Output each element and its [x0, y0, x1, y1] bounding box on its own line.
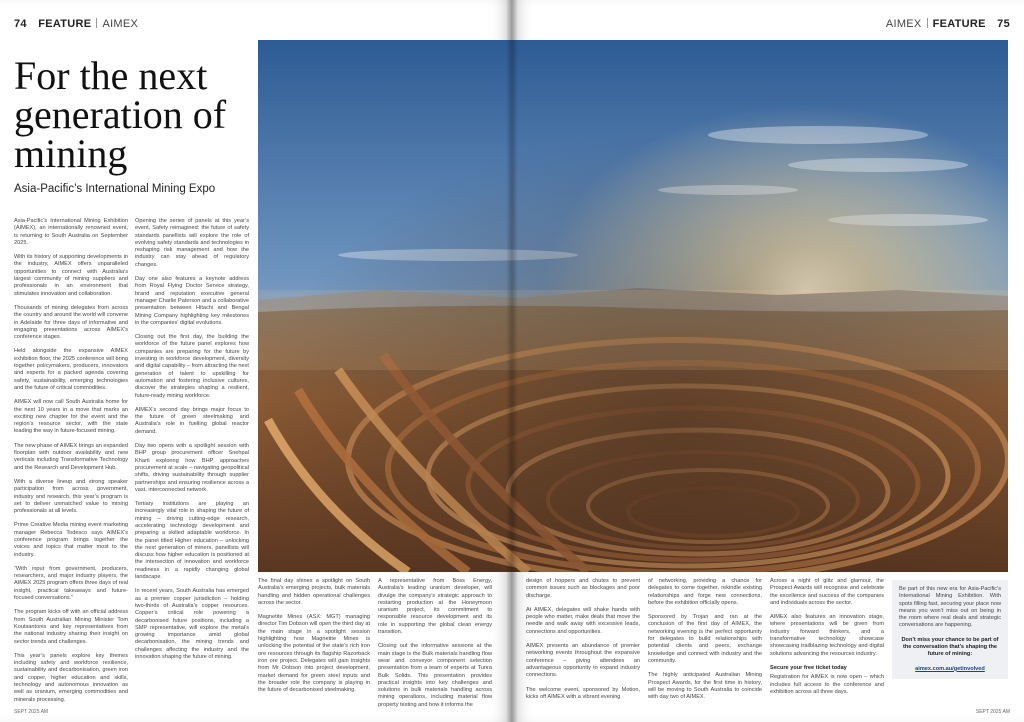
registration-link[interactable]: aimex.com.au/getinvolved [915, 665, 985, 672]
paragraph: Registration for AIMEX is now open – which includes full access to the conference and exhibition across all three days. [770, 674, 884, 695]
paragraph: The program kicks off with an official address from South Australian Mining Minister Tom Koutsantonis and key representatives from the national industry sharing their insight on sector trends and challenges. [14, 609, 128, 645]
paragraph: Magnetite Mines (ASX: MGT) managing director Tim Dobson will open the third day at the main stage in a spotlight session highlighting how Magnetite Mines is unlocking the potential of the state’s rich iron ore resources through its flagship Razorback iron ore project. Delegates will gain insights from Mr Dobson into project development, market demand for green steel inputs and the broader role the company is playing in the future of decarbonised steelmaking. [258, 614, 370, 694]
section-label-right: FEATURE [932, 18, 986, 30]
cta-text: Don’t miss your chance to be part of the conversation that’s shaping the future of mining: [901, 636, 999, 658]
paragraph: AIMEX’s second day brings major focus to the future of green steelmaking and Australia’s role in fuelling global reactor demand. [135, 406, 249, 435]
text-column-4 [378, 578, 492, 716]
ticket-heading: Secure your free ticket today [770, 664, 847, 671]
text-column-8 [892, 578, 1008, 679]
paragraph: Held alongside the expansive AIMEX exhibition floor, the 2025 conference will bring together policymakers, producers, innovators and experts for a packed agenda covering safety, sustainability, emerging technologies and the future of critical commodities. [14, 348, 128, 391]
text-column-3 [258, 578, 370, 701]
paragraph: Thousands of mining delegates from across the country and around the world will convene in Adelaide for three days of informative and engaging presentations across AIMEX’s conference stages. [14, 304, 128, 341]
paragraph: Opening the series of panels at this year’s event, Safety reimagined: the future of safety standards panellists will explore the role of evolving safety standards and technologies in reshaping risk management and how the industry can stay ahead of regulatory changes. [135, 218, 249, 268]
brand-label-left: AIMEX [102, 18, 139, 30]
page-gutter [506, 0, 518, 722]
paragraph: A representative from Boss Energy, Australia’s leading uranium developer, will divulge the company’s strategic approach to restarting production at the Honeymoon uranium project, its commitment to responsible resource development and its role in supporting the global clean energy transition. [378, 578, 492, 636]
paragraph: In recent years, South Australia has emerged as a premier copper jurisdiction – holding two-thirds of Australia’s copper resources. Copper’s critical role powering a decarbonised future positions, including a SMP representative, will explore the metal’s growing importance amid global decarbonisation, the mining trends and challenges affecting the industry and the innovation shaping the future of mining. [135, 588, 249, 661]
paragraph: “With input from government, producers, researchers, and major industry players, the AIMEX 2025 program offers three days of real insight, practical takeaways and future-focused conversations.” [14, 565, 129, 602]
paragraph: AIMEX presents an abundance of premier networking events throughout the expansive conference – giving attendees an advantageous opportunity to expand industry connections. [526, 643, 640, 679]
paragraph: Be part of this new era for Asia-Pacific’s International Mining Exhibition. With spots filling fast, securing your place now means you won’t miss out on being in the room where real deals and strategic conversations are happening. [899, 586, 1001, 629]
paragraph: Across a night of glitz and glamour, the Prospect Awards will recognise and celebrate the excellence and success of the companies and individuals across the sector. [770, 578, 884, 606]
paragraph: design of hoppers and chutes to prevent common issues such as blockages and poor discharge. [526, 578, 640, 599]
text-column-2 [135, 218, 249, 668]
paragraph: Tertiary institutions are playing an increasingly vital role in shaping the future of mining – driving cutting-edge research, accelerating technology development and preparing a skilled adaptable workforce. In the panel titled Higher education – unlocking the next generation of miners, panellists will discuss how higher education is positioned at the intersection of innovation and workforce readiness in a rapidly changing global landscape. [135, 501, 249, 581]
text-column-6 [648, 578, 762, 708]
text-column-1 [14, 218, 128, 711]
paragraph: Day two opens with a spotlight session with BHP group procurement officer Snehpal Kharti exploring how BHP approaches procurement at scale – navigating geopolitical shifts, driving sustainability through supplier partnerships and ensuring resilience across a vast, interconnected network. [135, 443, 249, 493]
brand-label-right: AIMEX [885, 18, 922, 30]
footer-right: SEPT 2025 AM [975, 709, 1010, 715]
page-number-left: 74 [14, 18, 27, 30]
header-divider [927, 18, 928, 28]
paragraph: The final day shines a spotlight on South Australia’s emerging projects, bulk materials handling and hidden operational challenges across the sector. [258, 578, 370, 606]
page-number-right: 75 [997, 18, 1010, 30]
paragraph: AIMEX also features an innovation stage, where presentations will be given from industry forward thinkers, and a transformative technology showcase showcasing trailblazing technology and digital solutions advancing the resources industry. [770, 614, 884, 657]
open-pit-mine-photo [258, 40, 1008, 572]
paragraph: The highly anticipated Australian Mining Prospect Awards, for the first time in history, will be moving to South Australia to coincide with day two of AIMEX. [648, 672, 762, 701]
header-divider [96, 18, 97, 28]
paragraph: Day one also features a keynote address from Royal Flying Doctor Service strategy, brand and reputation executive general manager Charlie Paterson and a collaborative presentation between Hitachi and Bengal Mining Company highlighting key milestones in the companies’ digital evolutions. [135, 276, 249, 326]
footer-left: SEPT 2025 AM [14, 709, 49, 715]
header-right [886, 18, 1010, 30]
paragraph: The new phase of AIMEX brings an expanded floorplan with outdoor availability and new verticals including Transformative Technology and the Research and Development Hub. [14, 442, 128, 471]
paragraph: Prime Creative Media mining event marketing manager Rebecca Todesco says AIMEX’s conference program brings together the voices and topics that matter most to the industry. [14, 522, 128, 558]
call-to-action-box [892, 580, 1008, 679]
paragraph: With a diverse lineup and strong speaker participation from across government, industry and research, this year’s program is set to deliver unmatched value to mining professionals at all levels. [14, 478, 128, 515]
paragraph: Closing out the first day, the building the workforce of the future panel explores how companies are preparing for the future by investing in workforce development, diversity and digital capability – from attracting the next generation of talent to upskilling for automation and fostering inclusive cultures, discover the strategies shaping a resilient, future-ready mining workforce. [135, 334, 249, 399]
paragraph: of networking, providing a chance for delegates to come together, rekindle existing relationships and forge new connections, before the exhibition officially opens. [648, 578, 762, 606]
header-left [14, 18, 138, 30]
text-column-7 [770, 578, 884, 703]
paragraph: Sponsored by Trojan and ran at the conclusion of the first day of AIMEX, the networking evening is the perfect opportunity for delegates to build relationships with potential clients and peers, exchange knowledge and connect with industry and the community. [648, 614, 762, 664]
article-title: For the next generation of mining [14, 53, 227, 176]
article-subtitle: Asia-Pacific’s International Mining Expo [14, 183, 216, 195]
text-column-5 [526, 578, 640, 708]
paragraph: At AIMEX, delegates will shake hands with people who matter, make deals that move the needle and walk away with excessive leads, connections and opportunities. [526, 606, 640, 635]
paragraph: With its history of supporting developments in the industry, AIMEX offers unparalleled opportunities to connect with Australia’s largest community of mining suppliers and professionals in an environment that stimulates innovation and collaboration. [14, 254, 128, 297]
paragraph: The welcome event, sponsored by Motion, kicks off AIMEX with a vibrant evening [526, 686, 640, 700]
paragraph: Asia-Pacific’s International Mining Exhibition (AIMEX), an internationally renowned event, is returning to South Australia on September 2025. [14, 218, 128, 246]
paragraph: Closing out the informative sessions at the main stage is the Bulk materials handling flow wear and conveyor component selection presentation from a team of experts at Tunra Bulk Solids. This presentation provides practical insights into key challenges and solutions in bulk materials handling across mining operations, including material flow property testing and how it informs the [378, 643, 492, 708]
paragraph: AIMEX will now call South Australia home for the next 10 years in a move that marks an exciting new chapter for the event and the region’s resource sector, with the state leading the way in future-focused mining. [14, 399, 128, 435]
section-label-left: FEATURE [38, 18, 92, 30]
paragraph: This year’s panels explore key themes including safety and workforce resilience, sustainability and decarbonisation, green iron and copper, higher education and skills, technology and autonomous innovation as well as uranium, emerging commodities and minerals processing. [14, 652, 128, 703]
